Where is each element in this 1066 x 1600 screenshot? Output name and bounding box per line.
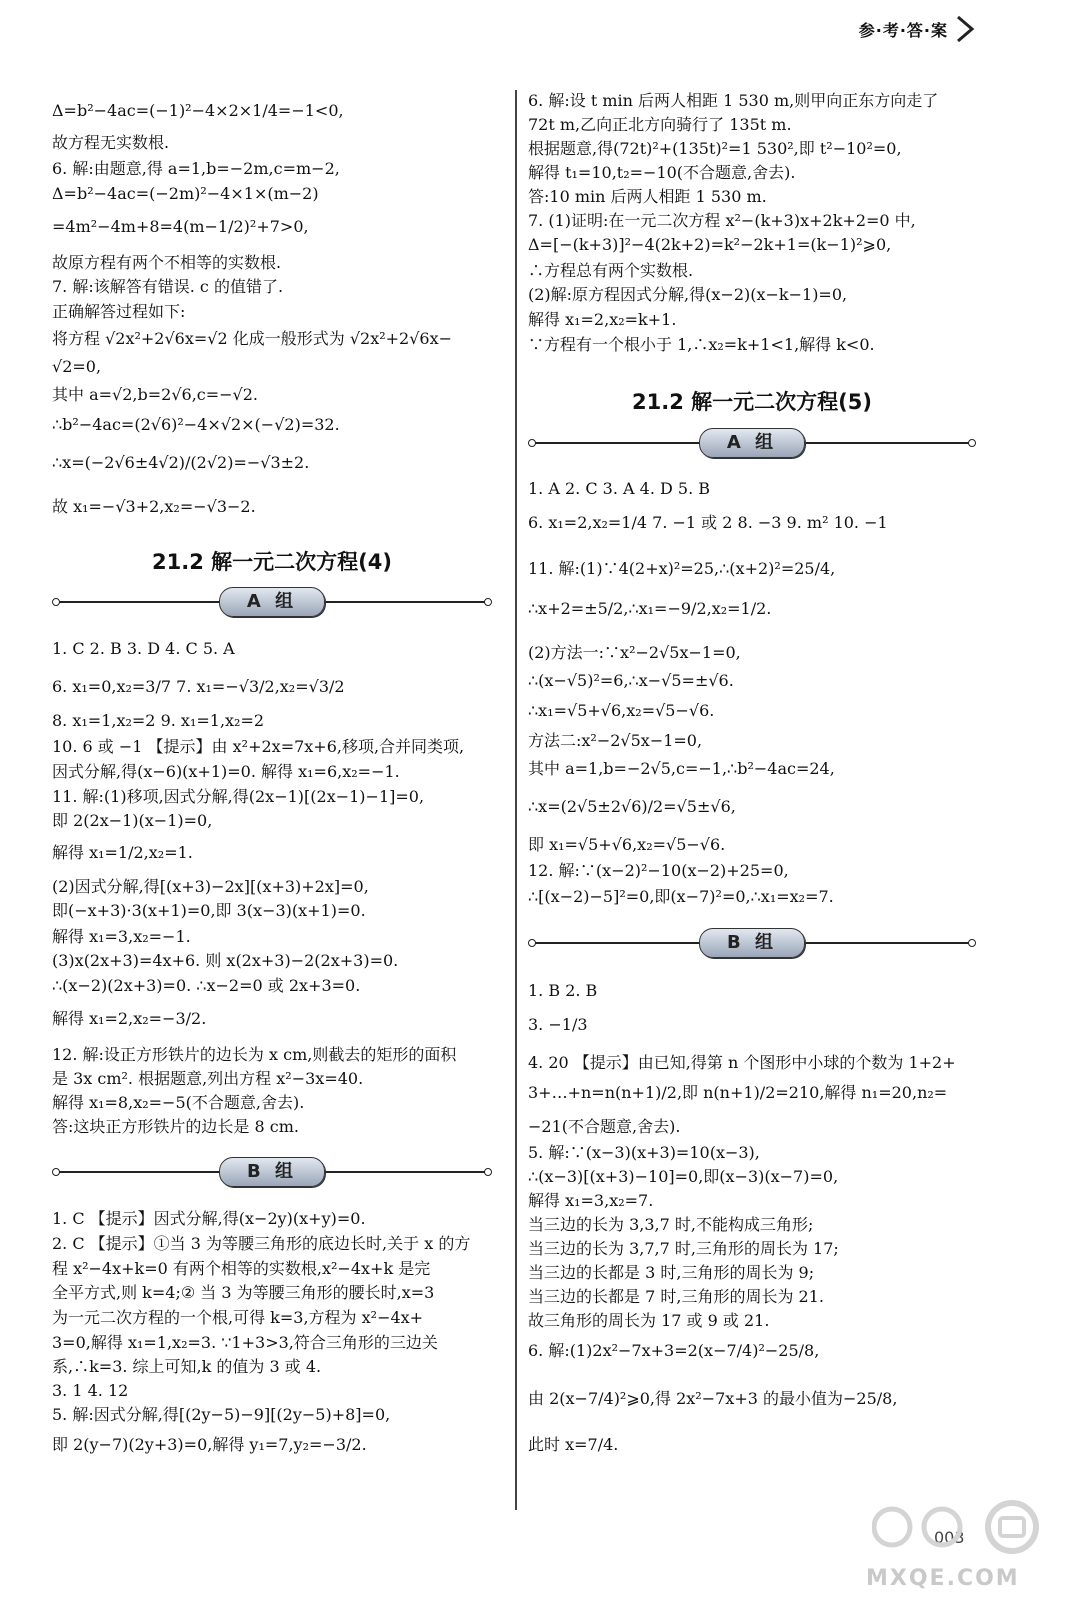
text-line: ∴x+2=±5/2,∴x₁=−9/2,x₂=1/2.	[528, 599, 772, 618]
text-line: 6. x₁=2,x₂=1/4 7. −1 或 2 8. −3 9. m² 10. −1	[528, 513, 888, 532]
text-line: 12. 解:∵(x−2)²−10(x−2)+25=0,	[528, 861, 789, 880]
text-line: 解得 x₁=2,x₂=−3/2.	[52, 1009, 207, 1028]
text-line: (2)因式分解,得[(x+3)−2x][(x+3)+2x]=0,	[52, 877, 369, 896]
text-line: ∴x₁=√5+√6,x₂=√5−√6.	[528, 701, 715, 720]
text-line: ∴(x−3)[(x+3)−10]=0,即(x−3)(x−7)=0,	[528, 1167, 839, 1186]
text-line: =4m²−4m+8=4(m−1/2)²+7>0,	[52, 217, 309, 236]
text-line: 1. C 【提示】因式分解,得(x−2y)(x+y)=0.	[52, 1209, 366, 1228]
text-line: Δ=b²−4ac=(−1)²−4×2×1/4=−1<0,	[52, 101, 344, 120]
section-title: 21.2 解一元二次方程(5)	[632, 390, 872, 414]
group-a-banner	[52, 585, 492, 619]
text-line: 答:这块正方形铁片的边长是 8 cm.	[52, 1117, 299, 1136]
text-line: 即 2(y−7)(2y+3)=0,解得 y₁=7,y₂=−3/2.	[52, 1435, 367, 1454]
text-line: 10. 6 或 −1 【提示】由 x²+2x=7x+6,移项,合并同类项,	[52, 737, 465, 756]
text-line: 6. x₁=0,x₂=3/7 7. x₁=−√3/2,x₂=√3/2	[52, 677, 345, 696]
text-line: (2)解:原方程因式分解,得(x−2)(x−k−1)=0,	[528, 285, 848, 304]
text-line: 全平方式,则 k=4;② 当 3 为等腰三角形的腰长时,x=3	[52, 1283, 435, 1302]
text-line: 解得 x₁=3,x₂=7.	[528, 1191, 654, 1210]
text-line: 故 x₁=−√3+2,x₂=−√3−2.	[52, 497, 256, 516]
text-line: 根据题意,得(72t)²+(135t)²=1 530²,即 t²−10²=0,	[528, 139, 902, 158]
text-line: 此时 x=7/4.	[528, 1435, 619, 1454]
page-header	[859, 14, 976, 44]
group-b-banner	[528, 926, 976, 960]
text-line: 5. 解:因式分解,得[(2y−5)−9][(2y−5)+8]=0,	[52, 1405, 391, 1424]
text-line: 4. 20 【提示】由已知,得第 n 个图形中小球的个数为 1+2+	[528, 1053, 956, 1072]
text-line: 即(−x+3)·3(x+1)=0,即 3(x−3)(x+1)=0.	[52, 901, 366, 920]
text-line: 1. C 2. B 3. D 4. C 5. A	[52, 639, 235, 658]
text-line: 由 2(x−7/4)²⩾0,得 2x²−7x+3 的最小值为−25/8,	[528, 1389, 898, 1408]
text-line: 当三边的长都是 3 时,三角形的周长为 9;	[528, 1263, 815, 1282]
text-line: 解得 x₁=3,x₂=−1.	[52, 927, 191, 946]
text-line: 6. 解:由题意,得 a=1,b=−2m,c=m−2,	[52, 159, 340, 178]
text-line: 其中 a=1,b=−2√5,c=−1,∴b²−4ac=24,	[528, 759, 835, 778]
group-b-label: B 组	[699, 928, 805, 958]
text-line: 当三边的长为 3,3,7 时,不能构成三角形;	[528, 1215, 814, 1234]
watermark-site: MXQE.COM	[866, 1566, 1020, 1591]
text-line: 即 x₁=√5+√6,x₂=√5−√6.	[528, 835, 726, 854]
text-line: (3)x(2x+3)=4x+6. 则 x(2x+3)−2(2x+3)=0.	[52, 951, 399, 970]
text-line: 解得 t₁=10,t₂=−10(不合题意,舍去).	[528, 163, 796, 182]
text-line: ∴方程总有两个实数根.	[528, 261, 694, 280]
text-line: 6. 解:设 t min 后两人相距 1 530 m,则甲向正东方向走了	[528, 91, 939, 110]
text-line: 1. A 2. C 3. A 4. D 5. B	[528, 479, 711, 498]
text-line: 3. 1 4. 12	[52, 1381, 129, 1400]
text-line: 7. (1)证明:在一元二次方程 x²−(k+3)x+2k+2=0 中,	[528, 211, 916, 230]
text-line: ∴x=(−2√6±4√2)/(2√2)=−√3±2.	[52, 453, 310, 472]
text-line: 将方程 √2x²+2√6x=√2 化成一般形式为 √2x²+2√6x−	[52, 329, 453, 348]
text-line: 为一元二次方程的一个根,可得 k=3,方程为 x²−4x+	[52, 1308, 424, 1327]
text-line: 当三边的长为 3,7,7 时,三角形的周长为 17;	[528, 1239, 839, 1258]
chevron-right-icon	[954, 14, 976, 44]
text-line: ∵方程有一个根小于 1,∴x₂=k+1<1,解得 k<0.	[528, 335, 875, 354]
text-line: 12. 解:设正方形铁片的边长为 x cm,则截去的矩形的面积	[52, 1045, 457, 1064]
text-line: 11. 解:(1)移项,因式分解,得(2x−1)[(2x−1)−1]=0,	[52, 787, 425, 806]
text-line: ∴[(x−2)−5]²=0,即(x−7)²=0,∴x₁=x₂=7.	[528, 887, 834, 906]
text-line: 5. 解:∵(x−3)(x+3)=10(x−3),	[528, 1143, 760, 1162]
text-line: 8. x₁=1,x₂=2 9. x₁=1,x₂=2	[52, 711, 265, 730]
text-line: 解得 x₁=2,x₂=k+1.	[528, 310, 677, 329]
text-line: 系,∴k=3. 综上可知,k 的值为 3 或 4.	[52, 1357, 322, 1376]
page-number: 003	[934, 1528, 965, 1547]
text-line: 故三角形的周长为 17 或 9 或 21.	[528, 1311, 770, 1330]
column-divider	[515, 90, 517, 1510]
text-line: ∴x=(2√5±2√6)/2=√5±√6,	[528, 797, 736, 816]
group-a-banner	[528, 426, 976, 460]
text-line: (2)方法一:∵x²−2√5x−1=0,	[528, 643, 741, 662]
text-line: 6. 解:(1)2x²−7x+3=2(x−7/4)²−25/8,	[528, 1341, 820, 1360]
text-line: −21(不合题意,舍去).	[528, 1117, 681, 1136]
text-line: 当三边的长都是 7 时,三角形的周长为 21.	[528, 1287, 824, 1306]
text-line: 3=0,解得 x₁=1,x₂=3. ∵1+3>3,符合三角形的三边关	[52, 1333, 438, 1352]
header-title: 参·考·答·案	[858, 20, 948, 40]
group-a-label: A 组	[699, 428, 805, 458]
section-title: 21.2 解一元二次方程(4)	[152, 550, 392, 574]
text-line: 72t m,乙向正北方向骑行了 135t m.	[528, 115, 792, 134]
text-line: 解得 x₁=8,x₂=−5(不合题意,舍去).	[52, 1093, 305, 1112]
text-line: 因式分解,得(x−6)(x+1)=0. 解得 x₁=6,x₂=−1.	[52, 762, 400, 781]
text-line: 答:10 min 后两人相距 1 530 m.	[528, 187, 767, 206]
text-line: 方法二:x²−2√5x−1=0,	[528, 731, 703, 750]
text-line: 程 x²−4x+k=0 有两个相等的实数根,x²−4x+k 是完	[52, 1259, 431, 1278]
text-line: 是 3x cm². 根据题意,列出方程 x²−3x=40.	[52, 1069, 364, 1088]
text-line: √2=0,	[52, 357, 102, 376]
text-line: ∴(x−2)(2x+3)=0. ∴x−2=0 或 2x+3=0.	[52, 976, 361, 995]
group-b-banner	[52, 1155, 492, 1189]
text-line: 1. B 2. B	[528, 981, 598, 1000]
text-line: 正确解答过程如下:	[52, 302, 186, 321]
group-a-label: A 组	[219, 587, 325, 617]
text-line: 故方程无实数根.	[52, 133, 170, 152]
text-line: 7. 解:该解答有错误. c 的值错了.	[52, 277, 284, 296]
text-line: 其中 a=√2,b=2√6,c=−√2.	[52, 385, 259, 404]
text-line: 即 2(2x−1)(x−1)=0,	[52, 811, 213, 830]
group-b-label: B 组	[219, 1157, 325, 1187]
text-line: 解得 x₁=1/2,x₂=1.	[52, 843, 193, 862]
text-line: 3+…+n=n(n+1)/2,即 n(n+1)/2=210,解得 n₁=20,n₂=	[528, 1083, 948, 1102]
text-line: ∴(x−√5)²=6,∴x−√5=±√6.	[528, 671, 734, 690]
text-line: Δ=[−(k+3)]²−4(2k+2)=k²−2k+1=(k−1)²⩾0,	[528, 235, 892, 254]
watermark-logo	[872, 1494, 1042, 1560]
text-line: Δ=b²−4ac=(−2m)²−4×1×(m−2)	[52, 184, 319, 203]
text-line: 11. 解:(1)∵4(2+x)²=25,∴(x+2)²=25/4,	[528, 559, 836, 578]
text-line: 2. C 【提示】①当 3 为等腰三角形的底边长时,关于 x 的方	[52, 1234, 471, 1253]
text-line: ∴b²−4ac=(2√6)²−4×√2×(−√2)=32.	[52, 415, 340, 434]
text-line: 故原方程有两个不相等的实数根.	[52, 253, 282, 272]
text-line: 3. −1/3	[528, 1015, 588, 1034]
